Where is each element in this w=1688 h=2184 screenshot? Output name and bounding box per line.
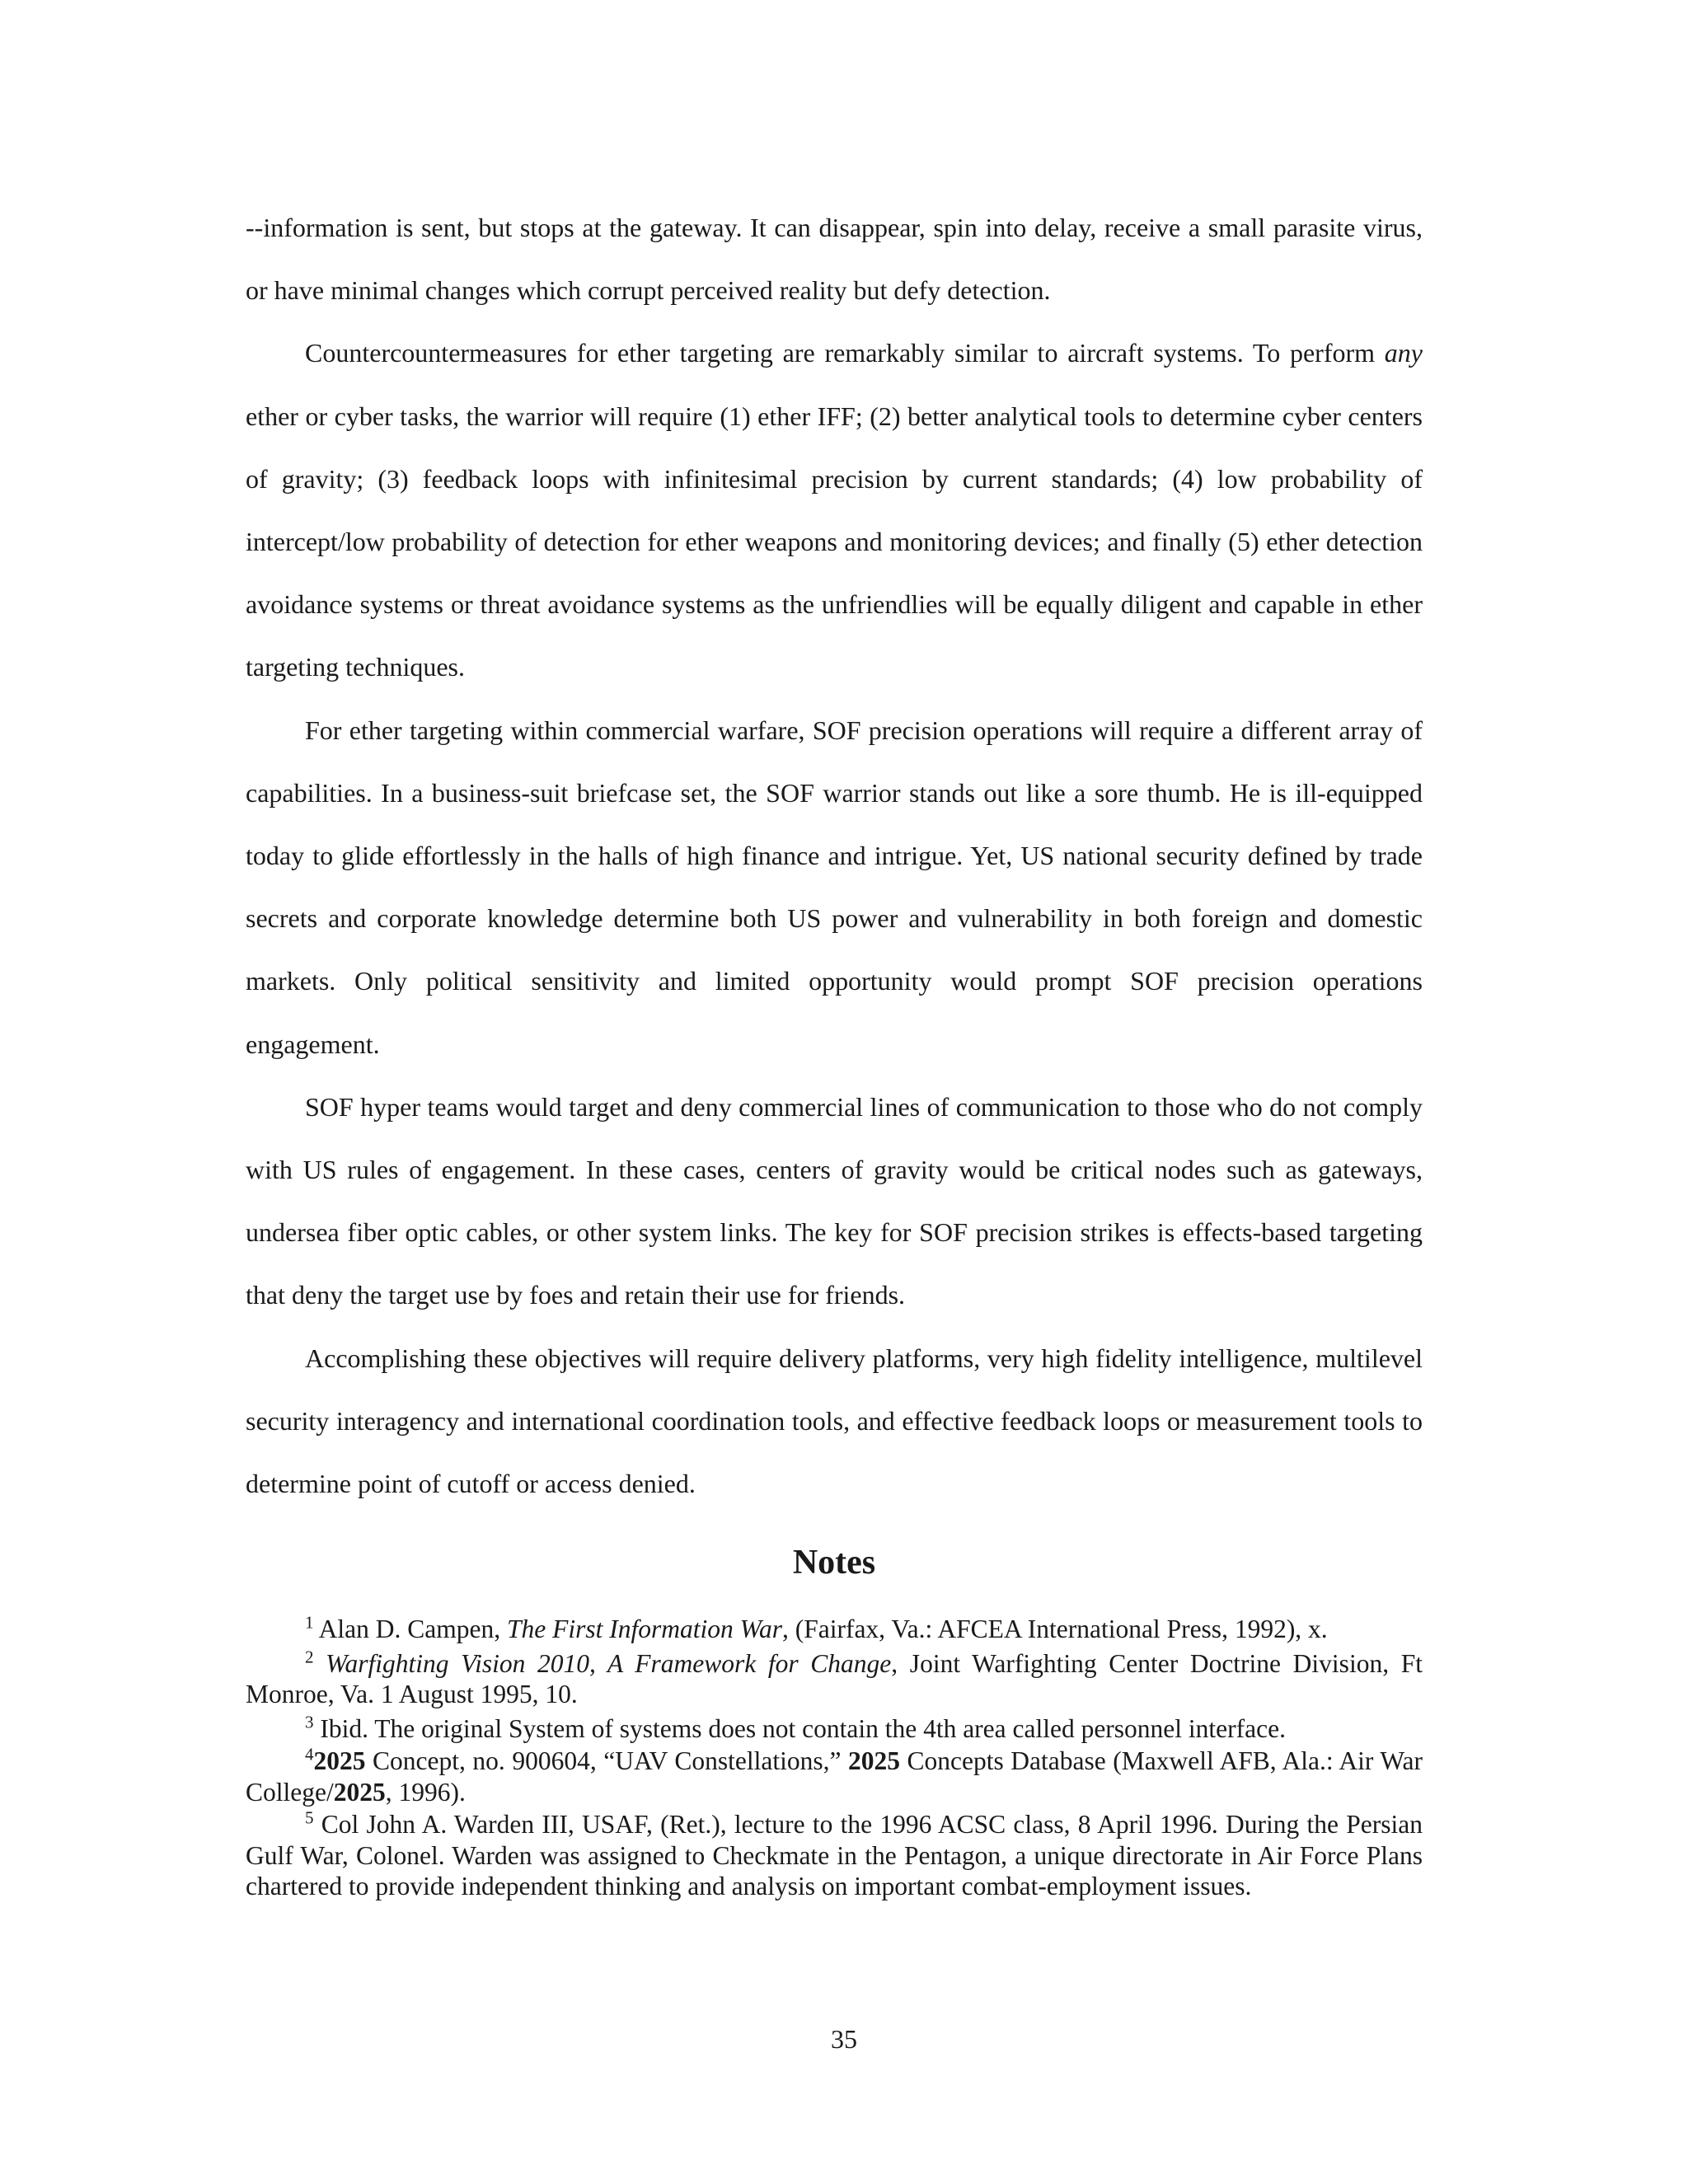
paragraph-4: SOF hyper teams would target and deny commercial lines of communication to those who do not comply with US rules of engagement. In these cases, centers of gravity would be critical nodes such as gateways, undersea fiber optic cables, or other system links. The key for SOF precision strikes is effects-based targeting that deny the target use by foes and retain their use for friends. xyxy=(246,1091,1423,1310)
paragraph-5: Accomplishing these objectives will require delivery platforms, very high fidelity intelligence, multilevel security interagency and international coordination tools, and effective feedback loops or measurement tools to determine point of cutoff or access denied. xyxy=(246,1343,1423,1499)
note-5-text: Col John A. Warden III, USAF, (Ret.), lecture to the 1996 ACSC class, 8 April 1996. During the Persian Gulf War, Colonel. Warden was assigned to Checkmate in the Pentagon, a unique directorate in Air Force Plans chartered to provide independent thinking and analysis on important combat-employment issues. xyxy=(246,1810,1423,1900)
notes-heading: Notes xyxy=(792,1544,876,1582)
note-1-number: 1 xyxy=(305,1612,314,1633)
note-1-text-a: Alan D. Campen, xyxy=(313,1615,507,1643)
note-2 xyxy=(246,1648,1423,1710)
note-3-text: Ibid. The original System of systems does not contain the 4th area called personnel interface. xyxy=(313,1713,1286,1743)
note-1-text-b: , (Fairfax, Va.: AFCEA International Press, 1992), x. xyxy=(781,1615,1328,1643)
body-text xyxy=(246,196,1423,1515)
note-5-number: 5 xyxy=(305,1807,314,1828)
notes-list xyxy=(246,1614,1423,1902)
paragraph-3: For ether targeting within commercial warfare, SOF precision operations will require a different array of capabilities. In a business-suit briefcase set, the SOF warrior stands out like a sore thumb. He is ill-equipped today to glide effortlessly in the halls of high finance and intrigue. Yet, US national security defined by trade secrets and corporate knowledge determine both US power and vulnerability in both foreign and domestic markets. Only political sensitivity and limited opportunity would prompt SOF precision operations engagement. xyxy=(246,715,1423,1059)
note-4-bold-1: 2025 xyxy=(313,1746,366,1775)
note-1-title: The First Information War xyxy=(506,1615,782,1643)
note-4-number: 4 xyxy=(305,1744,314,1765)
note-4-bold-3: 2025 xyxy=(333,1777,386,1807)
note-2-text: , Joint Warfighting Center Doctrine Division, Ft Monroe, Va. 1 August 1995, 10. xyxy=(246,1648,1423,1708)
note-4 xyxy=(246,1746,1423,1807)
note-4-text-c: , 1996). xyxy=(385,1777,466,1807)
paragraph-2 xyxy=(246,321,1423,698)
page-number: 35 xyxy=(831,2024,857,2054)
paragraph-2-text-b: ether or cyber tasks, the warrior will require (1) ether IFF; (2) better analytical tools to determine cyber centers of gravity; (3) feedback loops with infinitesimal precision by current standards; (4) low probability of intercept/low probability of detection for ether weapons and monitoring devices; and finally (5) ether detection avoidance systems or threat avoidance systems as the unfriendlies will be equally diligent and capable in ether targeting techniques. xyxy=(246,401,1423,682)
paragraph-2-emphasis: any xyxy=(1384,338,1423,368)
paragraph-1: --information is sent, but stops at the gateway. It can disappear, spin into delay, receive a small parasite virus, or have minimal changes which corrupt perceived reality but defy detection. xyxy=(246,213,1423,306)
note-3 xyxy=(246,1713,1423,1745)
note-3-number: 3 xyxy=(305,1712,314,1732)
note-2-number: 2 xyxy=(305,1647,314,1666)
note-1 xyxy=(246,1614,1423,1645)
note-5 xyxy=(246,1809,1423,1902)
note-4-bold-2: 2025 xyxy=(848,1746,900,1775)
paragraph-2-text-a: Countercountermeasures for ether targeting are remarkably similar to aircraft systems. To perform xyxy=(305,338,1385,368)
note-4-text-a: Concept, no. 900604, “UAV Constellations,” xyxy=(365,1746,848,1775)
note-2-title: Warfighting Vision 2010, A Framework for Change xyxy=(313,1648,892,1678)
note-4-text-b: Concepts Database (Maxwell AFB, Ala.: Air War College/ xyxy=(246,1746,1423,1807)
